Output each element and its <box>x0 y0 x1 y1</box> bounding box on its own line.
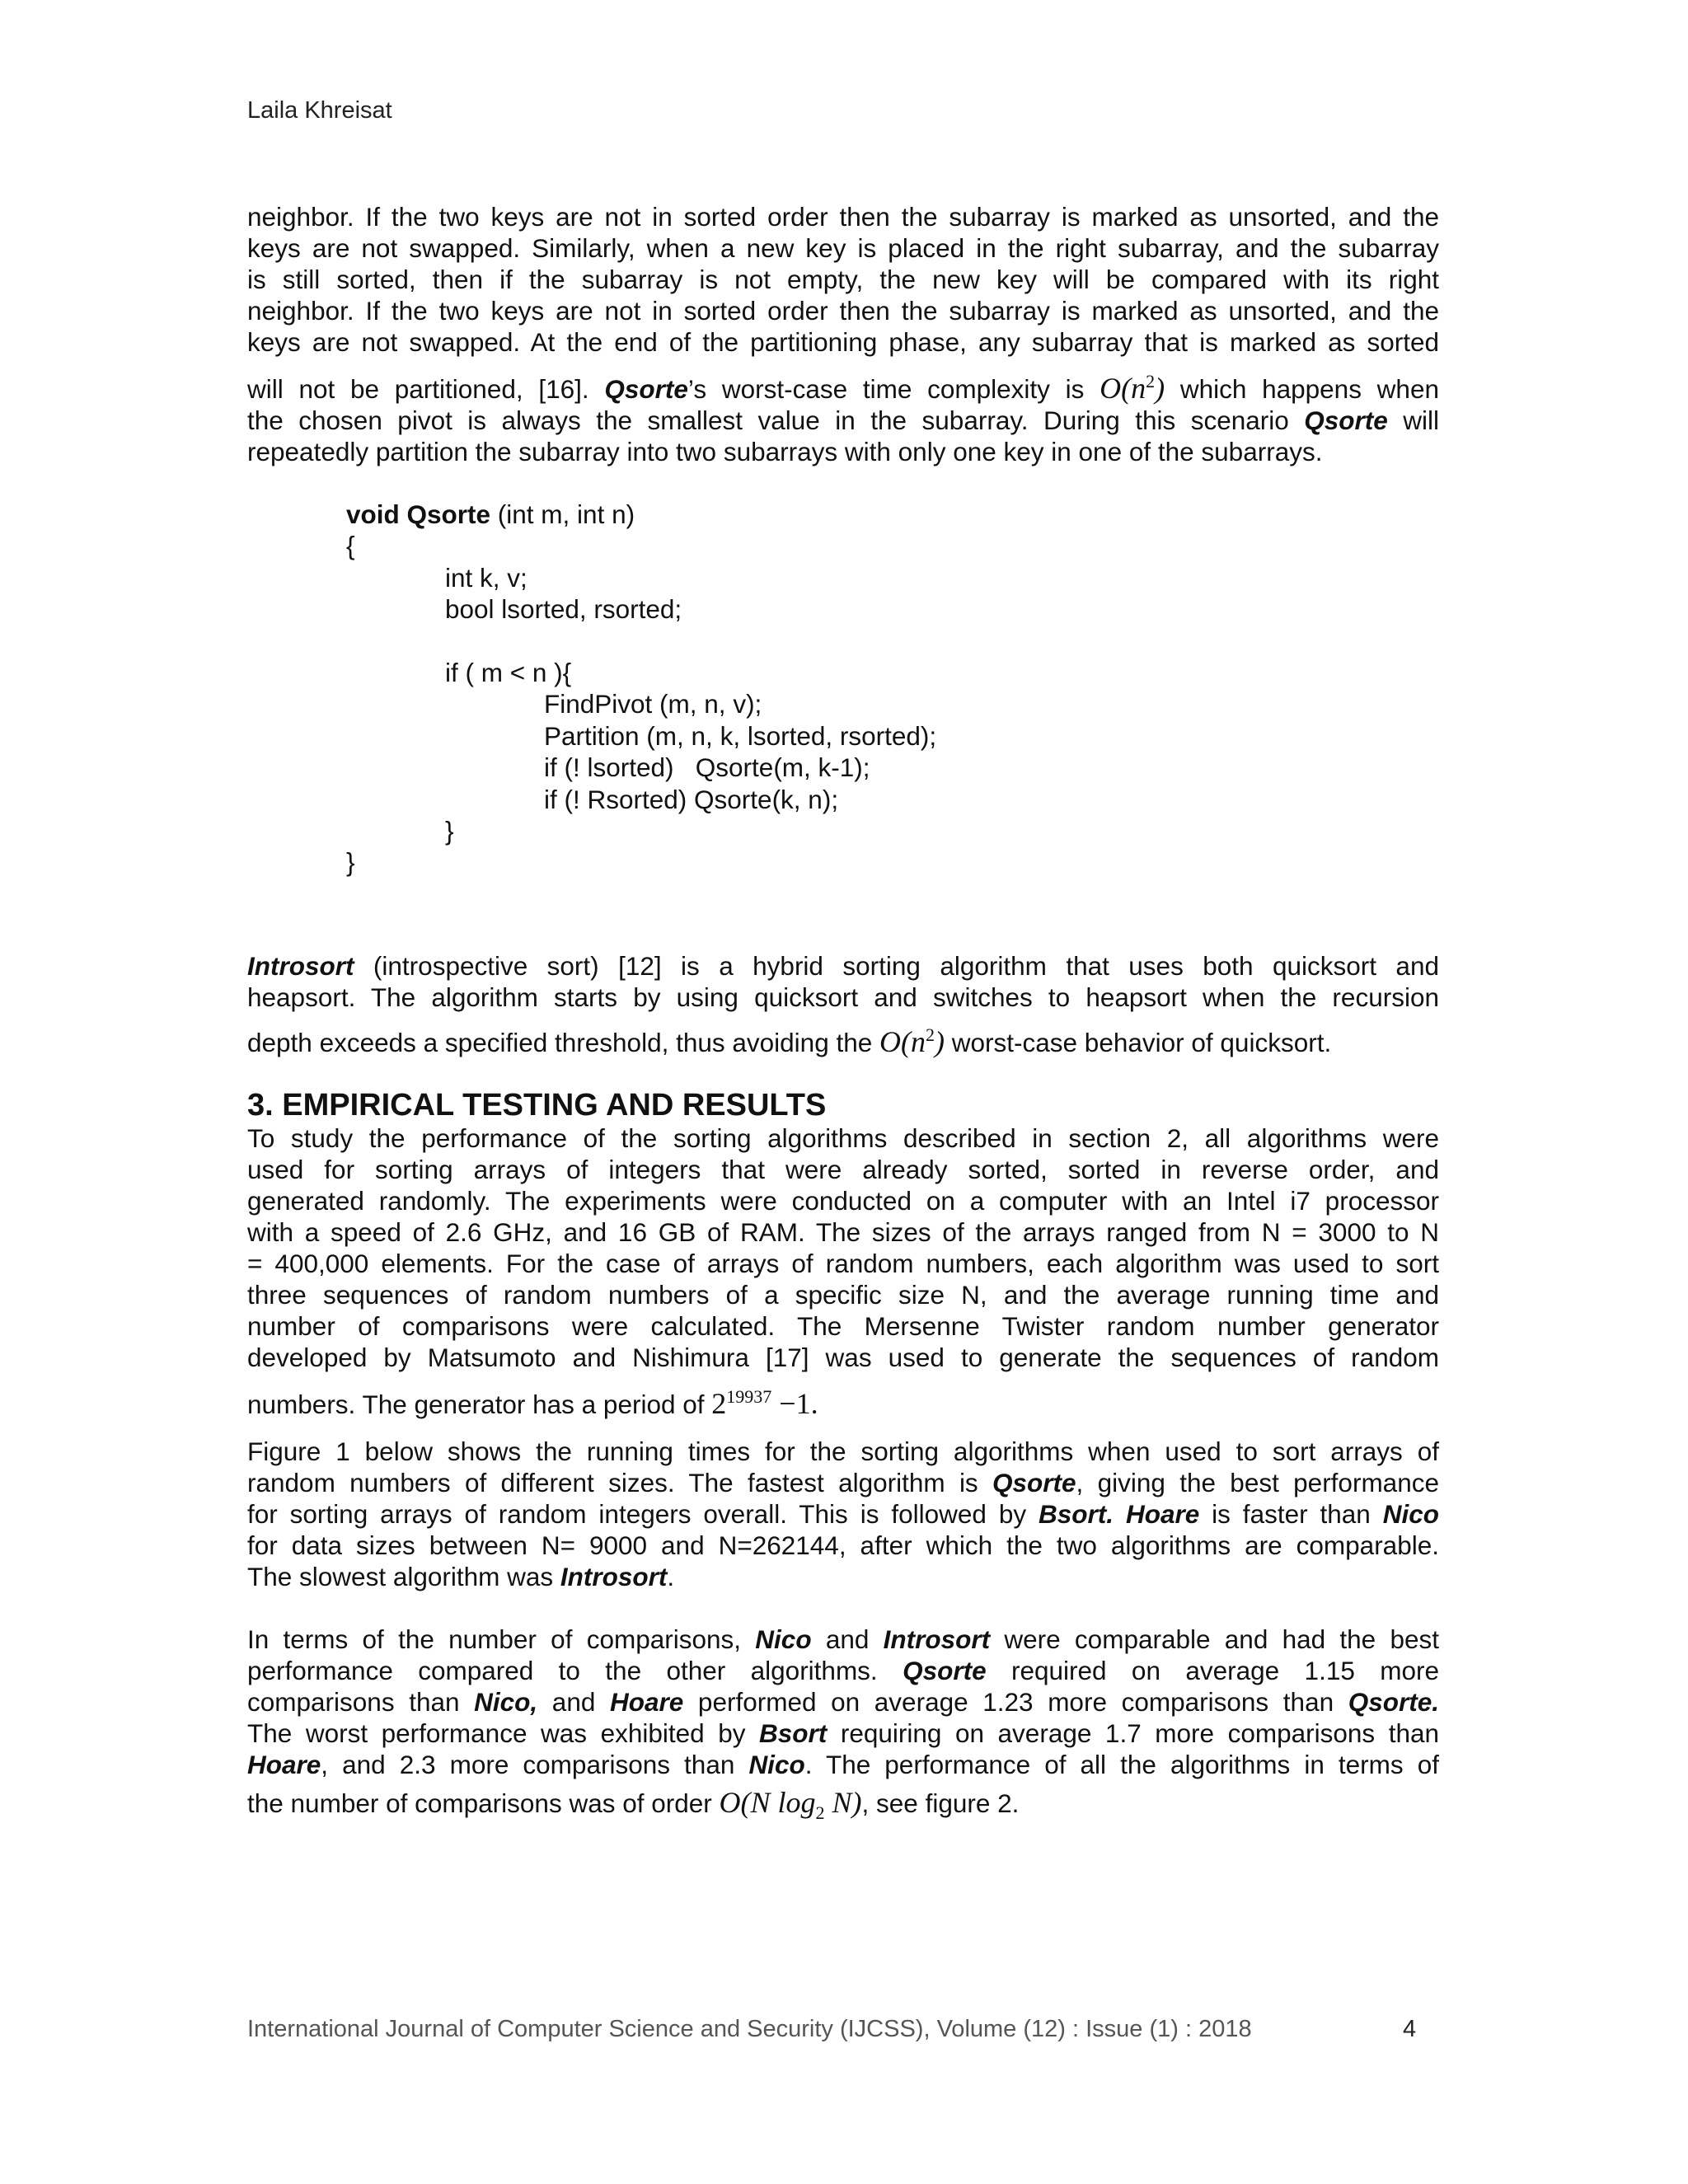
text-line: numbers. The generator has a period of $2^{19937} -1$. <box>247 1386 818 1420</box>
page-number: 4 <box>1403 2016 1417 2042</box>
code-line: if ( m < n ){ <box>445 658 572 688</box>
text-line: the number of comparisons was of order O(N $\log_2 N$), see figure 2. <box>247 1786 1020 1824</box>
algorithm-name: Hoare <box>610 1687 684 1717</box>
text-line: depth exceeds a specified threshold, thus avoiding the $O(n^2)$ worst-case behavior of quicksort. <box>247 1024 1332 1058</box>
paragraph-comparisons <box>247 1624 1439 1829</box>
text-line: performance compared to the other algorithms. Qsorte required on average 1.15 more <box>247 1656 1439 1685</box>
text-line: three sequences of random numbers of a specific size N, and the average running time and <box>247 1280 1439 1310</box>
text-line: Introsort (introspective sort) [12] is a hybrid sorting algorithm that uses both quicksort and <box>247 951 1439 981</box>
algorithm-name: Hoare <box>1125 1499 1200 1529</box>
code-listing-qsorte <box>346 499 936 879</box>
code-line: FindPivot (m, n, v); <box>544 689 762 719</box>
algorithm-name: Qsorte <box>1304 405 1388 435</box>
text-line: heapsort. The algorithm starts by using quicksort and switches to heapsort when the recursion <box>247 982 1439 1012</box>
text-line: = 400,000 elements. For the case of arrays of random numbers, each algorithm was used to sort <box>247 1249 1439 1278</box>
code-line: if (! Rsorted) Qsorte(k, n); <box>544 784 839 814</box>
code-line: } <box>445 816 454 846</box>
code-line: } <box>346 847 355 878</box>
text-line: To study the performance of the sorting algorithms described in section 2, all algorithms were <box>247 1123 1439 1153</box>
text-line: Figure 1 below shows the running times for the sorting algorithms when used to sort arrays of <box>247 1436 1439 1466</box>
big-o-formula: $O(n^2)$ <box>1100 371 1165 405</box>
algorithm-name: Qsorte. <box>1348 1687 1440 1717</box>
text-line: The slowest algorithm was Introsort. <box>247 1562 675 1591</box>
algorithm-name: Bsort <box>759 1718 828 1748</box>
text-line: is still sorted, then if the subarray is not empty, the new key will be compared with its right <box>247 265 1439 294</box>
algorithm-name: Qsorte <box>604 374 688 404</box>
text-line: neighbor. If the two keys are not in sorted order then the subarray is marked as unsorted, and the <box>247 202 1439 232</box>
algorithm-name: Qsorte <box>992 1468 1076 1497</box>
algorithm-name: Introsort <box>560 1562 668 1591</box>
paragraph-running-times <box>247 1436 1439 1592</box>
footer-journal: International Journal of Computer Science and Security (IJCSS), Volume (12) : Issue (1) : 2018 <box>247 2016 1252 2042</box>
text-line: neighbor. If the two keys are not in sorted order then the subarray is marked as unsorted, and the <box>247 296 1439 326</box>
text-line: for sorting arrays of random integers overall. This is followed by Bsort. Hoare is faster than Nico <box>247 1499 1439 1529</box>
algorithm-name: Bsort. <box>1039 1499 1114 1529</box>
text-line: Hoare, and 2.3 more comparisons than Nico. The performance of all the algorithms in terms of <box>247 1750 1439 1779</box>
text-line: keys are not swapped. At the end of the partitioning phase, any subarray that is marked as sorted <box>247 327 1439 357</box>
running-header-author: Laila Khreisat <box>247 97 392 124</box>
text-line: number of comparisons were calculated. The Mersenne Twister random number generator <box>247 1311 1439 1341</box>
algorithm-name: Nico <box>1382 1499 1439 1529</box>
text-line: with a speed of 2.6 GHz, and 16 GB of RAM. The sizes of the arrays ranged from N = 3000 to N <box>247 1217 1439 1247</box>
algorithm-name: Hoare <box>247 1750 321 1779</box>
text-line: comparisons than Nico, and Hoare performed on average 1.23 more comparisons than Qsorte. <box>247 1687 1440 1717</box>
code-line: Partition (m, n, k, lsorted, rsorted); <box>544 720 937 751</box>
algorithm-name: Qsorte <box>903 1656 987 1685</box>
paragraph-empirical-setup <box>247 1122 1439 1420</box>
code-line: int k, v; <box>445 562 528 593</box>
algorithm-name: Introsort <box>247 951 354 981</box>
paragraph-partition-description <box>247 201 1439 467</box>
text-line: random numbers of different sizes. The fastest algorithm is Qsorte, giving the best performance <box>247 1468 1439 1497</box>
text-line: repeatedly partition the subarray into two subarrays with only one key in one of the subarrays. <box>247 437 1323 466</box>
algorithm-name: Nico <box>755 1624 812 1654</box>
text-line: In terms of the number of comparisons, Nico and Introsort were comparable and had the best <box>247 1624 1439 1654</box>
algorithm-name: Nico <box>748 1750 805 1779</box>
text-line: used for sorting arrays of integers that were already sorted, sorted in reverse order, and <box>247 1155 1439 1184</box>
big-o-formula: O(N $\log_2 N$) <box>719 1786 862 1824</box>
code-line: { <box>346 531 355 561</box>
code-blank-line <box>346 626 936 657</box>
section-heading: 3. EMPIRICAL TESTING AND RESULTS <box>247 1088 827 1122</box>
paragraph-introsort <box>247 950 1439 1058</box>
text-line: keys are not swapped. Similarly, when a new key is placed in the right subarray, and the subarray <box>247 233 1439 263</box>
algorithm-name: Nico, <box>474 1687 538 1717</box>
code-line: bool lsorted, rsorted; <box>445 594 682 625</box>
algorithm-name: Introsort <box>883 1624 991 1654</box>
text-line: will not be partitioned, [16]. Qsorte’s worst-case time complexity is $O(n^2)$ which happens when <box>247 371 1439 405</box>
text-line: for data sizes between N= 9000 and N=262144, after which the two algorithms are comparable. <box>247 1530 1439 1560</box>
code-line: if (! lsorted) Qsorte(m, k-1); <box>544 752 870 783</box>
text-line: generated randomly. The experiments were conducted on a computer with an Intel i7 processor <box>247 1186 1439 1216</box>
text-line: The worst performance was exhibited by Bsort requiring on average 1.7 more comparisons than <box>247 1718 1439 1748</box>
code-line: void Qsorte (int m, int n) <box>346 499 635 529</box>
text-line: developed by Matsumoto and Nishimura [17] was used to generate the sequences of random <box>247 1343 1439 1372</box>
big-o-formula: $O(n^2)$ <box>879 1024 945 1058</box>
text-line: the chosen pivot is always the smallest value in the subarray. During this scenario Qsorte will <box>247 405 1439 435</box>
period-formula: $2^{19937} -1$. <box>711 1386 818 1420</box>
